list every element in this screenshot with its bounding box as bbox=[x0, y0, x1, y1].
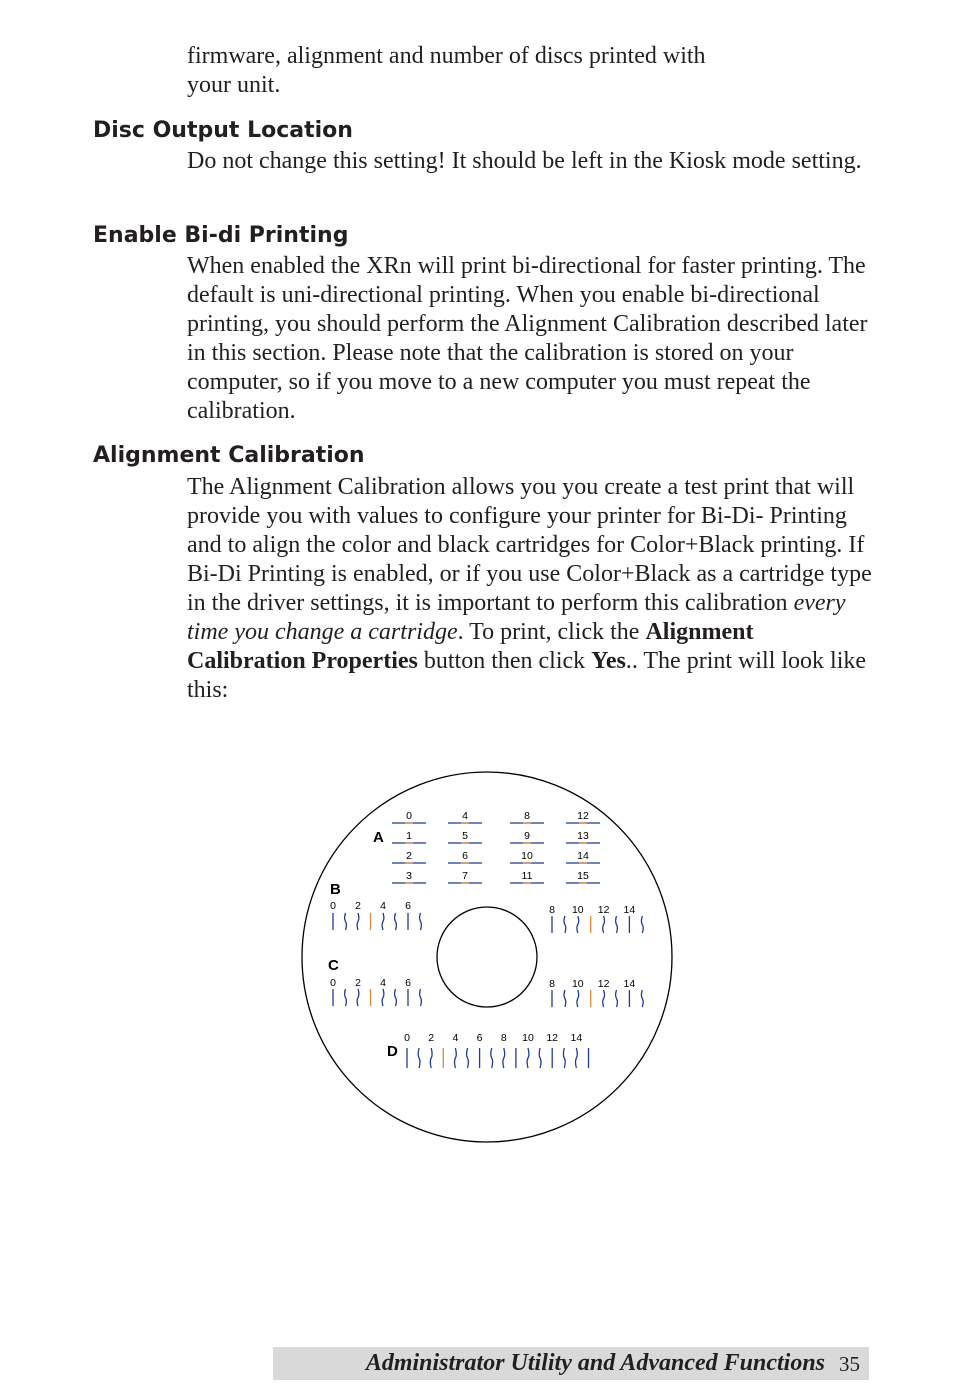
section-c-label: C bbox=[328, 957, 339, 974]
intro-paragraph bbox=[187, 42, 877, 100]
section-d-tick-label: 8 bbox=[500, 1032, 507, 1044]
section-d-tick-label: 6 bbox=[476, 1032, 483, 1044]
section-d-label: D bbox=[387, 1043, 398, 1060]
disc-hub-hole bbox=[437, 907, 537, 1007]
button-name-text: Alignment Calibration Properties bbox=[187, 619, 754, 674]
section-a-number: 5 bbox=[462, 830, 468, 842]
section-a-number: 0 bbox=[406, 810, 412, 822]
section-d-tick-label: 0 bbox=[404, 1032, 410, 1044]
page-number: 35 bbox=[839, 1352, 860, 1376]
alignment-body: The Alignment Calibration allows you you create a test print that will provide you with values to configure your printer for Bi-Di- Printing and to align the color and black cartridges for Color+Black printing. If Bi-Di Printing is enabled, or if you use Color+Black as a cartridge type in the driver settings, it is important to perform this calibration every time you change a cartridge. To print, click the Alignment Calibration Properties button then click Yes.. The print will look like this: bbox=[187, 474, 872, 703]
section-a-number: 7 bbox=[462, 870, 468, 882]
section-b-tick-label: 6 bbox=[405, 900, 411, 912]
section-c-tick-label: 4 bbox=[380, 977, 386, 989]
section-a-number: 15 bbox=[577, 870, 589, 882]
section-b-tick-label: 2 bbox=[355, 900, 361, 912]
footer-bar bbox=[273, 1347, 869, 1380]
section-b-tick-label: 4 bbox=[380, 900, 386, 912]
bidi-heading: Enable Bi-di Printing bbox=[93, 223, 349, 248]
section-b-tick-label: 0 bbox=[330, 900, 336, 912]
intro-line-1: firmware, alignment and number of discs printed with bbox=[187, 43, 706, 69]
section-d-tick-label: 4 bbox=[452, 1032, 459, 1044]
disc-output-heading: Disc Output Location bbox=[93, 118, 353, 143]
section-a-number: 12 bbox=[577, 810, 589, 822]
footer-title: Administrator Utility and Advanced Functions bbox=[365, 1350, 825, 1376]
section-b-tick-label: 14 bbox=[623, 904, 636, 916]
section-b-tick-label: 10 bbox=[571, 904, 584, 916]
section-b-label: B bbox=[330, 881, 341, 898]
section-d-tick-label: 12 bbox=[546, 1032, 559, 1044]
alignment-heading: Alignment Calibration bbox=[93, 443, 365, 468]
section-d-tick-label: 2 bbox=[428, 1032, 435, 1044]
section-a-number: 8 bbox=[524, 810, 530, 822]
section-a-number: 2 bbox=[406, 850, 412, 862]
yes-text: Yes bbox=[591, 648, 626, 674]
section-a-number: 1 bbox=[406, 830, 412, 842]
section-a-number: 13 bbox=[577, 830, 589, 842]
section-d-tick-label: 14 bbox=[570, 1032, 583, 1044]
section-a-number: 11 bbox=[521, 870, 533, 882]
section-c-tick-label: 8 bbox=[549, 978, 555, 990]
section-c-tick-label: 0 bbox=[330, 977, 336, 989]
section-c-tick-label: 12 bbox=[597, 978, 610, 990]
section-a-label: A bbox=[373, 829, 384, 846]
section-a-number: 4 bbox=[462, 810, 468, 822]
section-a-number: 14 bbox=[577, 850, 589, 862]
section-a-number: 3 bbox=[406, 870, 412, 882]
section-c-tick-label: 14 bbox=[623, 978, 636, 990]
section-d-tick-label: 10 bbox=[522, 1032, 534, 1044]
section-a-number: 6 bbox=[462, 850, 468, 862]
disc-output-body: Do not change this setting! It should be left in the Kiosk mode setting. bbox=[187, 148, 862, 174]
emphasis-text: every time you change a cartridge bbox=[187, 590, 846, 645]
section-a-number: 9 bbox=[524, 830, 530, 842]
bidi-body: When enabled the XRn will print bi-directional for faster printing. The default is uni-directional printing. When you enable bi-directional printing, you should perform the Alignment Calibration described later in this section. Please note that the calibration is stored on your computer, so if you move to a new computer you must repeat the calibration. bbox=[187, 253, 868, 424]
section-c-tick-label: 6 bbox=[405, 977, 411, 989]
section-c-tick-label: 10 bbox=[571, 978, 584, 990]
intro-line-2: your unit. bbox=[187, 72, 281, 98]
section-b-tick-label: 8 bbox=[549, 904, 555, 916]
section-c-tick-label: 2 bbox=[355, 977, 361, 989]
alignment-disc-illustration bbox=[300, 770, 675, 1145]
section-a-number: 10 bbox=[521, 850, 533, 862]
section-b-tick-label: 12 bbox=[597, 904, 610, 916]
